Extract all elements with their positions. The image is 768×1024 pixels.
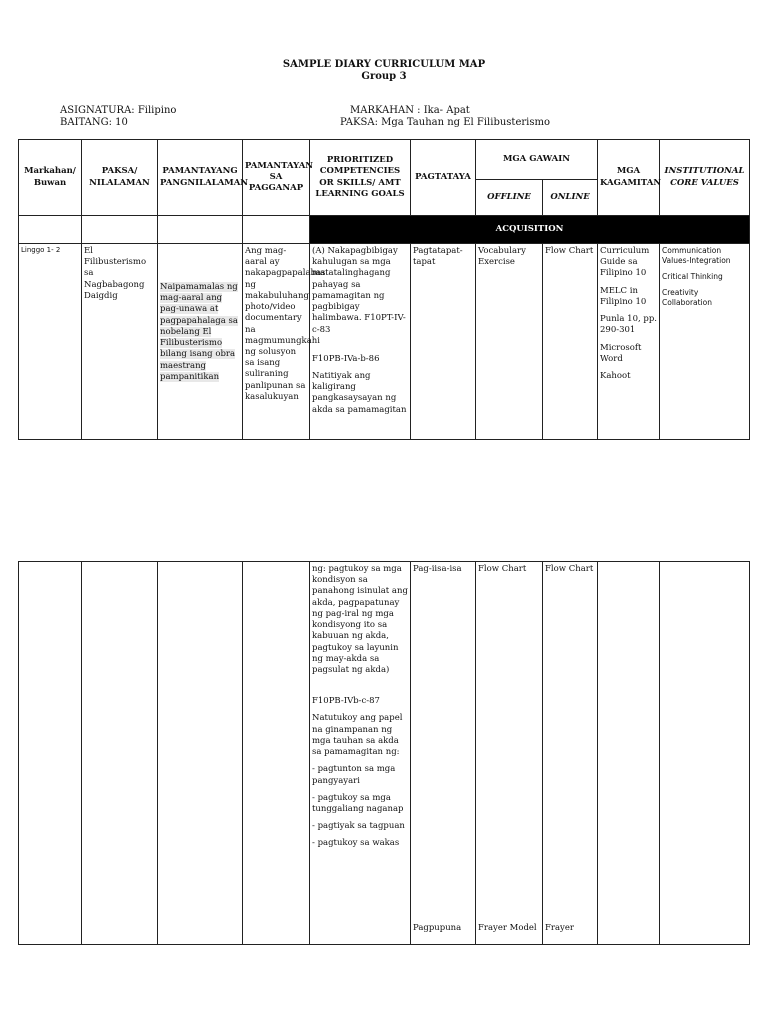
row2-competency-2: Natutukoy ang papel na ginampanan ng mga tauhan sa akda sa pamamagitan ng: (312, 713, 403, 758)
curriculum-table-page-1 (18, 139, 750, 440)
row2-pagtataya (411, 562, 476, 945)
row2-bullet: - pagtukoy sa wakas (312, 838, 400, 849)
col-header-competencies: PRIORITIZED COMPETENCIES OR SKILLS/ AMT LEARNING GOALS (310, 140, 411, 216)
empty-cell (660, 562, 750, 945)
empty-cell (19, 562, 82, 945)
curriculum-table-page-2 (18, 561, 750, 945)
row2-pagtataya-bottom: Pagpupuna (413, 923, 462, 933)
acquisition-banner: ACQUISITION (310, 216, 750, 244)
row2-bullet: - pagtunton sa mga pangyayari (312, 764, 396, 786)
row2-offline-top: Flow Chart (478, 564, 527, 574)
paksa-label: PAKSA: Mga Tauhan ng El Filibusterismo (340, 117, 550, 128)
row2-competency-1: ng: pagtukoy sa mga kondisyon sa panahong isinulat ang akda, pagpapatunay ng pag-iral ng mga kondisyong ito sa kabuuan ng akda, pagtukoy sa layunin ng may-akda sa pagsulat ng akda) (312, 564, 408, 675)
row1-core-values (660, 244, 750, 440)
empty-cell (243, 216, 310, 244)
kagamitan-item: Punla 10, pp. 290-301 (600, 314, 657, 336)
row1-competencies (310, 244, 411, 440)
baitang-label: BAITANG: 10 (60, 117, 128, 128)
row1-pamantayang-pangnilalaman: Naipamamalas ng mag-aaral ang pag-unawa at pagpapahalaga sa nobelang El Filibusterismo bilang isang obra maestrang pampanitikan (158, 244, 243, 440)
row1-kagamitan (598, 244, 660, 440)
row1-offline: Vocabulary Exercise (476, 244, 543, 440)
core-value-item: Critical Thinking (662, 271, 723, 281)
col-header-core-values: INSTITUTIONAL CORE VALUES (660, 140, 750, 216)
row2-competency-code: F10PB-IVb-c-87 (312, 696, 380, 707)
empty-cell (243, 562, 310, 945)
row1-online: Flow Chart (543, 244, 598, 440)
kagamitan-item: Microsoft Word (600, 342, 642, 364)
core-value-item: Creativity Collaboration (662, 287, 712, 307)
row2-bullet: - pagtiyak sa tagpuan (312, 821, 405, 832)
col-header-kagamitan: MGA KAGAMITAN (598, 140, 660, 216)
col-header-mga-gawain: MGA GAWAIN (476, 140, 598, 180)
row1-pagtataya: Pagtatapat-tapat (411, 244, 476, 440)
col-header-paksa: PAKSA/ NILALAMAN (82, 140, 158, 216)
row2-online (543, 562, 598, 945)
row2-online-top: Flow Chart (545, 564, 594, 574)
empty-cell (82, 562, 158, 945)
empty-cell (158, 216, 243, 244)
row1-competency-code: F10PB-IVa-b-86 (312, 353, 380, 364)
core-value-item: Communication Values-Integration (662, 246, 731, 265)
row2-offline (476, 562, 543, 945)
col-header-markahan: Markahan/ Buwan (19, 140, 82, 216)
row1-competency-1: (A) Nakapagbibigay kahulugan sa mga matatalinghagang pahayag sa pamamagitan ng pagbibigay halimbawa. F10PT-IV-c-83 (312, 246, 406, 335)
empty-cell (19, 216, 82, 244)
col-header-pagtataya: PAGTATAYA (411, 140, 476, 216)
markahan-label: MARKAHAN : Ika- Apat (350, 105, 470, 116)
document-subtitle: Group 3 (361, 71, 407, 82)
document-title: SAMPLE DIARY CURRICULUM MAP (282, 59, 486, 70)
asignatura-label: ASIGNATURA: Filipino (60, 105, 177, 116)
row2-pagtataya-top: Pag-iisa-isa (413, 564, 462, 574)
row1-competency-2: Natitiyak ang kaligirang pangkasaysayan ng akda sa pamamagitan (312, 370, 407, 415)
row1-pamantayan-pagganap: Ang mag-aaral ay nakapagpapalabas ng makabuluhang photo/video documentary na magmumungkahi ng solusyon sa isang suliraning panlipunan sa kasalukuyan (243, 244, 310, 440)
empty-cell (158, 562, 243, 945)
row2-competencies (310, 562, 411, 945)
empty-cell (82, 216, 158, 244)
row1-markahan: Linggo 1- 2 (19, 244, 82, 440)
col-header-offline: OFFLINE (476, 180, 543, 216)
kagamitan-item: MELC in Filipino 10 (600, 285, 647, 307)
col-header-pamantayan-pagganap: PAMANTAYAN SA PAGGANAP (243, 140, 310, 216)
kagamitan-item: Kahoot (600, 370, 631, 381)
col-header-pamantayang-pangnilalaman: PAMANTAYANG PANGNILALAMAN (158, 140, 243, 216)
row1-paksa: El Filibusterismo sa Nagbabagong Daigdig (82, 244, 158, 440)
kagamitan-item: Curriculum Guide sa Filipino 10 (600, 246, 650, 279)
row2-offline-bottom: Frayer Model (478, 923, 537, 933)
col-header-online: ONLINE (543, 180, 598, 216)
row2-bullet: - pagtukoy sa mga tunggaliang naganap (312, 792, 404, 814)
empty-cell (598, 562, 660, 945)
row2-online-bottom: Frayer (545, 923, 574, 933)
